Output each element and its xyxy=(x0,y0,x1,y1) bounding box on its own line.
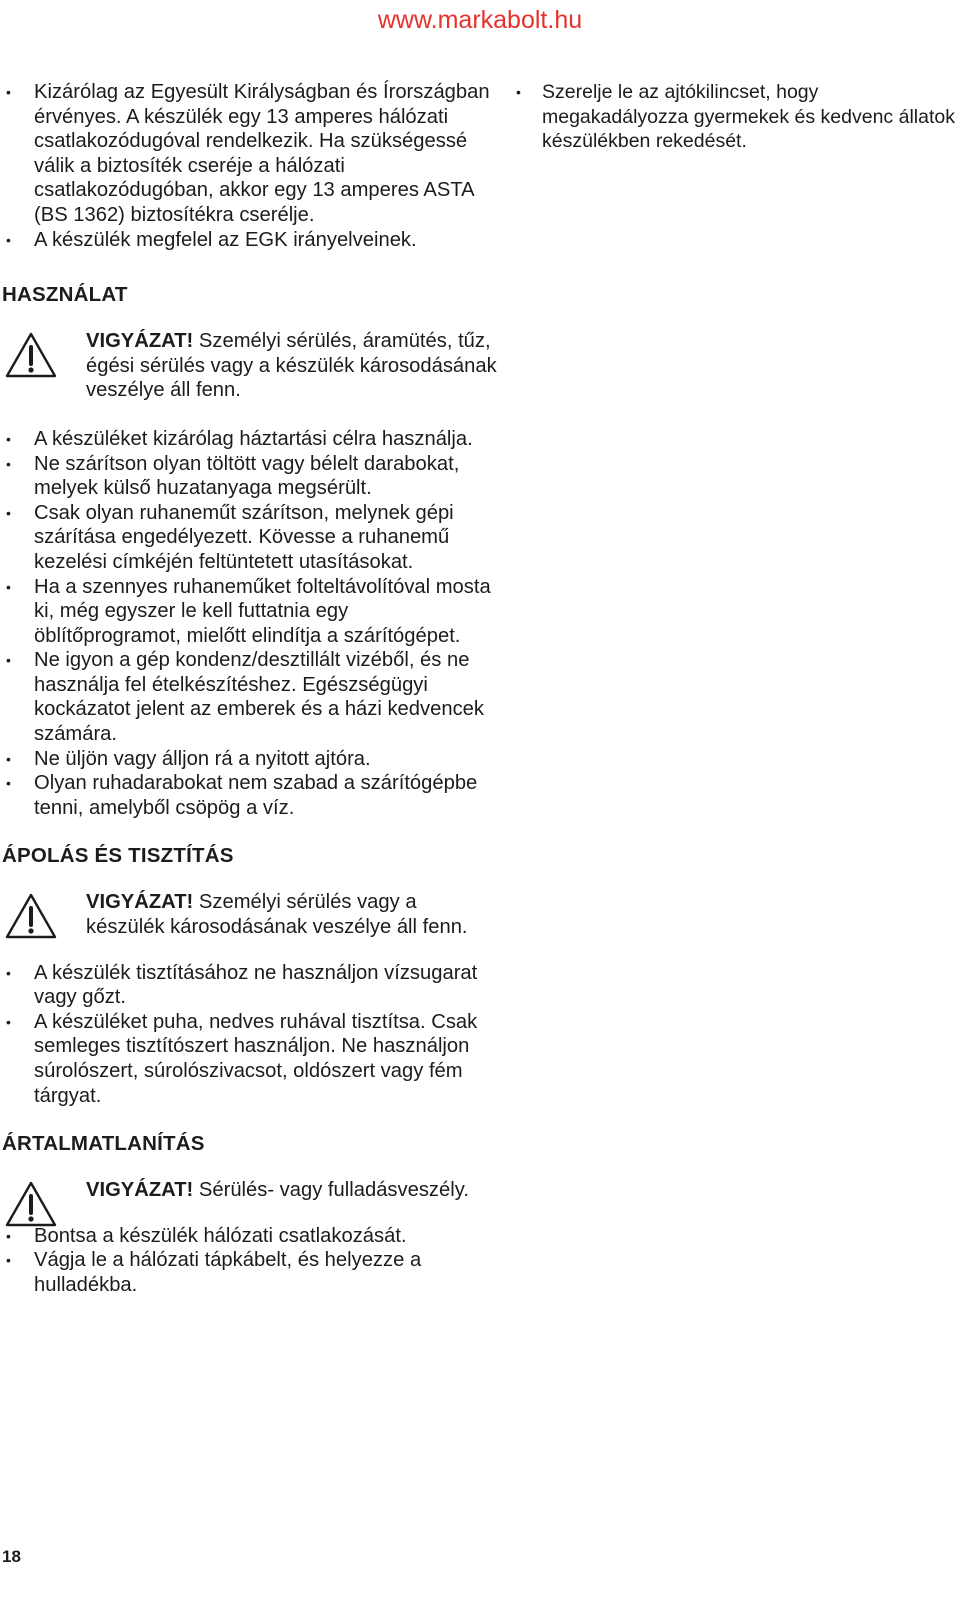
section-title-apolas: ÁPOLÁS ÉS TISZTÍTÁS xyxy=(2,844,234,868)
warning-label: VIGYÁZAT! xyxy=(86,1179,194,1202)
page-number: 18 xyxy=(2,1547,21,1566)
list-item: • Ne szárítson olyan töltött vagy bélelt darabokat, melyek külső huzatanyaga megsérült. xyxy=(0,452,500,501)
warning-triangle-icon xyxy=(4,331,58,379)
top-left-list xyxy=(0,80,500,252)
warning-block-hasznalat xyxy=(0,329,500,403)
list-item: • A készülék megfelel az EGK irányelveinek. xyxy=(0,228,500,253)
warning-label: VIGYÁZAT! xyxy=(86,330,194,353)
list-item: • A készülék tisztításához ne használjon vízsugarat vagy gőzt. xyxy=(0,961,500,1010)
warning-text: VIGYÁZAT! Személyi sérülés vagy a készülék károsodásának veszélye áll fenn. xyxy=(86,891,468,939)
list-item: • Ne igyon a gép kondenz/desztillált vizéből, és ne használja fel ételkészítéshez. Egészségügyi kockázatot jelent az emberek és a házi kedvencek számára. xyxy=(0,648,500,746)
list-item: • Csak olyan ruhaneműt szárítson, melynek gépi szárítása engedélyezett. Kövesse a ruhanemű kezelési címkéjén feltüntetett utasításokat. xyxy=(0,501,500,575)
warning-label: VIGYÁZAT! xyxy=(86,891,194,914)
section-title-artalmatlanitas: ÁRTALMATLANÍTÁS xyxy=(2,1132,205,1156)
hasznalat-list xyxy=(0,427,500,821)
list-item: • Kizárólag az Egyesült Királyságban és Írországban érvényes. A készülék egy 13 amperes hálózati csatlakozódugóval rendelkezik. Ha szükségessé válik a biztosíték cseréje a hálózati csatlakozódugóban, akkor egy 13 amperes ASTA (BS 1362) biztosítékra cserélje. xyxy=(0,80,500,228)
section-title-hasznalat: HASZNÁLAT xyxy=(2,283,128,307)
right-column xyxy=(510,80,960,154)
top-right-list xyxy=(510,80,960,154)
warning-block-apolas xyxy=(0,890,500,939)
warning-text: VIGYÁZAT! Személyi sérülés, áramütés, tűz, égési sérülés vagy a készülék károsodásának veszélye áll fenn. xyxy=(86,330,497,402)
list-item: • Olyan ruhadarabokat nem szabad a szárítógépbe tenni, amelyből csöpög a víz. xyxy=(0,771,500,820)
list-item: • Vágja le a hálózati tápkábelt, és helyezze a hulladékba. xyxy=(0,1248,500,1297)
list-item: • Ha a szennyes ruhaneműket folteltávolítóval mosta ki, még egyszer le kell futtatnia egy öblítőprogramot, mielőtt elindítja a szárítógépet. xyxy=(0,575,500,649)
warning-text: VIGYÁZAT! Sérülés- vagy fulladásveszély. xyxy=(86,1179,469,1202)
warning-triangle-icon xyxy=(4,892,58,940)
artalmatlanitas-list xyxy=(0,1224,500,1298)
warning-triangle-icon xyxy=(4,1180,58,1228)
list-item: • Bontsa a készülék hálózati csatlakozását. xyxy=(0,1224,500,1249)
left-column xyxy=(0,80,500,1298)
list-item: • Ne üljön vagy álljon rá a nyitott ajtóra. xyxy=(0,747,500,772)
list-item: • A készüléket kizárólag háztartási célra használja. xyxy=(0,427,500,452)
site-url[interactable]: www.markabolt.hu xyxy=(377,6,583,34)
warning-block-artalmatlanitas xyxy=(0,1178,500,1203)
apolas-list xyxy=(0,961,500,1109)
list-item: • Szerelje le az ajtókilincset, hogy megakadályozza gyermekek és kedvenc állatok készülékben rekedését. xyxy=(510,80,960,154)
list-item: • A készüléket puha, nedves ruhával tisztítsa. Csak semleges tisztítószert használjon. Ne használjon súrolószert, súrolószivacsot, oldószert vagy fém tárgyat. xyxy=(0,1010,500,1108)
